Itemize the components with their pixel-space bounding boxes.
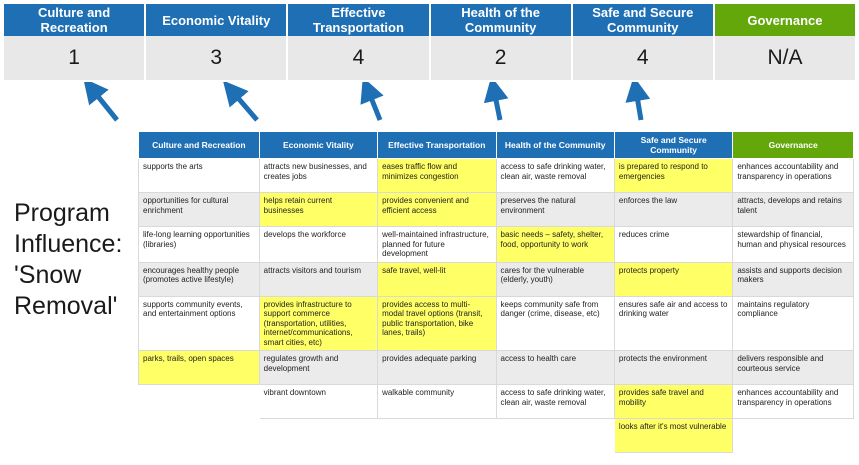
influence-matrix-table (138, 131, 854, 453)
matrix-cell: preserves the natural environment (496, 193, 614, 227)
priority-header-safe-and-secure-community[interactable] (573, 4, 715, 36)
table-row (139, 262, 854, 296)
arrow-icon-effective-transportation (368, 90, 380, 120)
matrix-cell-empty (139, 419, 260, 453)
matrix-cell: opportunities for cultural enrichment (139, 193, 260, 227)
matrix-cell-empty (496, 419, 614, 453)
priority-header-label: Economic Vitality (162, 12, 271, 28)
matrix-cell: maintains regulatory compliance (733, 296, 854, 351)
matrix-header-economic-vitality[interactable]: Economic Vitality (259, 132, 377, 159)
matrix-cell: enforces the law (614, 193, 732, 227)
score-effective-transportation: 4 (288, 36, 430, 80)
matrix-cell: provides infrastructure to support commerce (transportation, utilities, internet/communications, smart cities, etc) (259, 296, 377, 351)
matrix-cell: reduces crime (614, 227, 732, 263)
table-row (139, 296, 854, 351)
priority-header-label: Culture and Recreation (37, 5, 111, 35)
matrix-cell: access to safe drinking water, clean air, waste removal (496, 159, 614, 193)
matrix-cell: provides access to multi-modal travel options (transit, public transportation, bike lanes, trails) (378, 296, 496, 351)
matrix-cell: is prepared to respond to emergencies (614, 159, 732, 193)
matrix-cell: assists and supports decision makers (733, 262, 854, 296)
matrix-cell: provides adequate parking (378, 351, 496, 385)
matrix-header-row (139, 132, 854, 159)
matrix-cell: supports community events, and entertainment options (139, 296, 260, 351)
matrix-cell: helps retain current businesses (259, 193, 377, 227)
arrow-icon-safe-and-secure-community (636, 90, 641, 120)
score-health-of-the-community: 2 (431, 36, 573, 80)
table-row (139, 193, 854, 227)
matrix-cell: encourages healthy people (promotes active lifestyle) (139, 262, 260, 296)
arrow-group (0, 82, 859, 132)
priority-header-label: Effective Transportation (312, 5, 404, 35)
table-row (139, 419, 854, 453)
table-row (139, 227, 854, 263)
matrix-cell: attracts new businesses, and creates jobs (259, 159, 377, 193)
matrix-cell: protects property (614, 262, 732, 296)
priority-header-governance[interactable] (715, 4, 855, 36)
matrix-cell: protects the environment (614, 351, 732, 385)
score-culture-and-recreation: 1 (4, 36, 146, 80)
table-row (139, 159, 854, 193)
matrix-cell-empty (378, 419, 496, 453)
matrix-cell: regulates growth and development (259, 351, 377, 385)
arrow-icon-culture-and-recreation (92, 89, 117, 120)
matrix-cell: attracts visitors and tourism (259, 262, 377, 296)
matrix-cell: delivers responsible and courteous service (733, 351, 854, 385)
matrix-cell: cares for the vulnerable (elderly, youth) (496, 262, 614, 296)
score-governance: N/A (767, 46, 803, 69)
matrix-cell: parks, trails, open spaces (139, 351, 260, 385)
priority-header-health-of-the-community[interactable] (431, 4, 573, 36)
matrix-cell: keeps community safe from danger (crime, disease, etc) (496, 296, 614, 351)
matrix-header-effective-transportation[interactable]: Effective Transportation (378, 132, 496, 159)
matrix-cell: walkable community (378, 385, 496, 419)
priority-score-row (4, 36, 855, 80)
matrix-cell: access to safe drinking water, clean air, waste removal (496, 385, 614, 419)
matrix-cell-empty (259, 419, 377, 453)
matrix-cell: basic needs – safety, shelter, food, opportunity to work (496, 227, 614, 263)
matrix-cell: attracts, develops and retains talent (733, 193, 854, 227)
matrix-cell: safe travel, well-lit (378, 262, 496, 296)
score-economic-vitality: 3 (146, 36, 288, 80)
matrix-cell: well-maintained infrastructure, planned for future development (378, 227, 496, 263)
matrix-header-safe-and-secure-community[interactable]: Safe and Secure Community (614, 132, 732, 159)
priority-header-culture-and-recreation[interactable] (4, 4, 146, 36)
priority-header-economic-vitality[interactable] (146, 4, 288, 36)
matrix-header-health-of-the-community[interactable]: Health of the Community (496, 132, 614, 159)
program-influence-caption: Program Influence: 'Snow Removal' (14, 199, 123, 320)
matrix-cell: enhances accountability and transparency in operations (733, 385, 854, 419)
matrix-cell: looks after it's most vulnerable (614, 419, 732, 453)
table-row (139, 385, 854, 419)
priority-header-label: Safe and Secure Community (592, 5, 694, 35)
matrix-cell: life-long learning opportunities (libraries) (139, 227, 260, 263)
matrix-cell: develops the workforce (259, 227, 377, 263)
priority-header-row (4, 4, 855, 36)
strategic-priorities-header-band (4, 4, 855, 82)
matrix-cell: provides safe travel and mobility (614, 385, 732, 419)
matrix-cell-empty (139, 385, 260, 419)
matrix-header-culture-and-recreation[interactable]: Culture and Recreation (139, 132, 260, 159)
priority-header-effective-transportation[interactable] (288, 4, 430, 36)
matrix-cell: provides convenient and efficient access (378, 193, 496, 227)
matrix-cell: access to health care (496, 351, 614, 385)
matrix-cell-empty (733, 419, 854, 453)
matrix-cell: eases traffic flow and minimizes congestion (378, 159, 496, 193)
priority-header-label: Governance (747, 12, 823, 28)
arrow-icon-health-of-the-community (494, 90, 500, 120)
score-safe-and-secure-community: 4 (573, 36, 715, 80)
matrix-cell: stewardship of financial, human and physical resources (733, 227, 854, 263)
arrow-icon-economic-vitality (232, 91, 257, 120)
matrix-cell: vibrant downtown (259, 385, 377, 419)
matrix-cell: ensures safe air and access to drinking water (614, 296, 732, 351)
matrix-cell: enhances accountability and transparency in operations (733, 159, 854, 193)
matrix-header-governance[interactable]: Governance (733, 132, 854, 159)
priority-header-label: Health of the Community (461, 5, 540, 35)
table-row (139, 351, 854, 385)
matrix-cell: supports the arts (139, 159, 260, 193)
